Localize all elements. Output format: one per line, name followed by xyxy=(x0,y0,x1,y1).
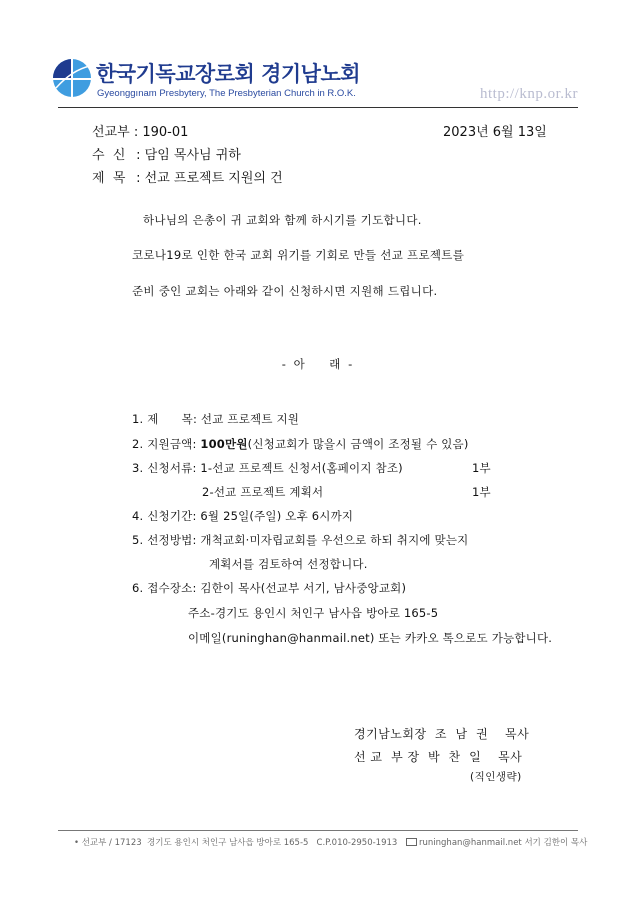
footer-secretary: 서기 김한이 목사 xyxy=(524,838,588,848)
item-3 xyxy=(132,460,403,476)
doc-date: 2023년 6월 13일 xyxy=(443,125,547,140)
item-3-count: 1부 xyxy=(472,461,491,475)
recipient-row xyxy=(92,144,241,163)
org-name-korean: 한국기독교장로회 경기남노회 xyxy=(96,62,361,86)
item-5-line-2: 계획서를 검토하여 선정합니다. xyxy=(209,557,368,571)
item-2-note: (신청교회가 많을시 금액이 조정될 수 있음) xyxy=(247,437,469,451)
signature-2-suffix: 목사 xyxy=(498,750,523,764)
org-name-english: Gyeonggınam Presbytery, The Presbyterian Church in R.O.K. xyxy=(97,88,356,99)
item-4 xyxy=(132,508,353,524)
item-2-amount: 100만원 xyxy=(200,437,248,451)
item-5-text: 선정방법: 개척교회·미자립교회를 우선으로 하되 취지에 맞는지 xyxy=(147,533,469,547)
subject: : 선교 프로젝트 지원의 건 xyxy=(136,171,283,186)
body-line-2: 코로나19로 인한 한국 교회 위기를 기회로 만들 선교 프로젝트를 xyxy=(132,248,465,262)
presbytery-logo-icon xyxy=(52,58,92,98)
item-4-number: 4. xyxy=(132,509,144,523)
header-divider xyxy=(58,107,578,108)
item-1 xyxy=(132,411,299,427)
footer-address: • 선교부 / 17123 경기도 용인시 처인구 남사읍 방아로 165-5 C.P.010-2950-1913 xyxy=(74,838,398,848)
item-6-text: 접수장소: 김한이 목사(선교부 서기, 남사중앙교회) xyxy=(147,581,407,595)
item-4-text: 신청기간: 6월 25일(주일) 오후 6시까지 xyxy=(147,509,354,523)
doc-number-label: 선교부 xyxy=(92,125,130,140)
footer-email[interactable]: runinghan@hanmail.net xyxy=(419,838,522,848)
footer-divider xyxy=(58,830,578,831)
signature-2-name: 박찬일 xyxy=(427,750,490,764)
item-1-number: 1. xyxy=(132,412,144,426)
signature-1-name: 조남권 xyxy=(434,727,497,741)
doc-number-row xyxy=(92,121,188,140)
body-line-1: 하나님의 은총이 귀 교회와 함께 하시기를 기도합니다. xyxy=(143,213,422,227)
item-6-email-note: 이메일(runinghan@hanmail.net) 또는 카카오 톡으로도 가능합니다. xyxy=(188,631,553,645)
item-2-label: 지원금액: xyxy=(147,437,201,451)
recipient-label: 수 신 xyxy=(92,148,126,163)
item-6-address: 주소-경기도 용인시 처인구 남사읍 방아로 165-5 xyxy=(188,606,439,620)
item-6 xyxy=(132,580,406,596)
signature-1-title: 경기남노회장 xyxy=(354,727,427,741)
item-5 xyxy=(132,532,468,548)
footer xyxy=(74,836,587,848)
item-2-number: 2. xyxy=(132,437,144,451)
item-3-line-2-count: 1부 xyxy=(472,485,491,499)
item-3-line-2: 2-선교 프로젝트 계획서 xyxy=(202,485,324,499)
signature-1-suffix: 목사 xyxy=(505,727,530,741)
item-3-number: 3. xyxy=(132,461,144,475)
item-3-text: 신청서류: 1-선교 프로젝트 신청서(홈페이지 참조) xyxy=(147,461,403,475)
recipient: : 담임 목사님 귀하 xyxy=(136,148,241,163)
item-5-number: 5. xyxy=(132,533,144,547)
signature-1 xyxy=(354,725,529,742)
subject-row xyxy=(92,167,283,186)
body-line-3: 준비 중인 교회는 아래와 같이 신청하시면 지원해 드립니다. xyxy=(132,284,438,298)
website-url[interactable]: http://knp.or.kr xyxy=(480,86,578,102)
seal-omitted-note: (직인생략) xyxy=(470,771,522,783)
item-1-text: 제 목: 선교 프로젝트 지원 xyxy=(147,412,300,426)
subject-label: 제 목 xyxy=(92,171,126,186)
item-6-number: 6. xyxy=(132,581,144,595)
item-2 xyxy=(132,436,469,452)
mail-icon xyxy=(406,838,417,846)
section-title: - 아 래 - xyxy=(281,357,355,371)
signature-2 xyxy=(354,748,522,765)
doc-number: : 190-01 xyxy=(133,125,189,140)
signature-2-title: 선 교 부 장 xyxy=(354,750,420,764)
